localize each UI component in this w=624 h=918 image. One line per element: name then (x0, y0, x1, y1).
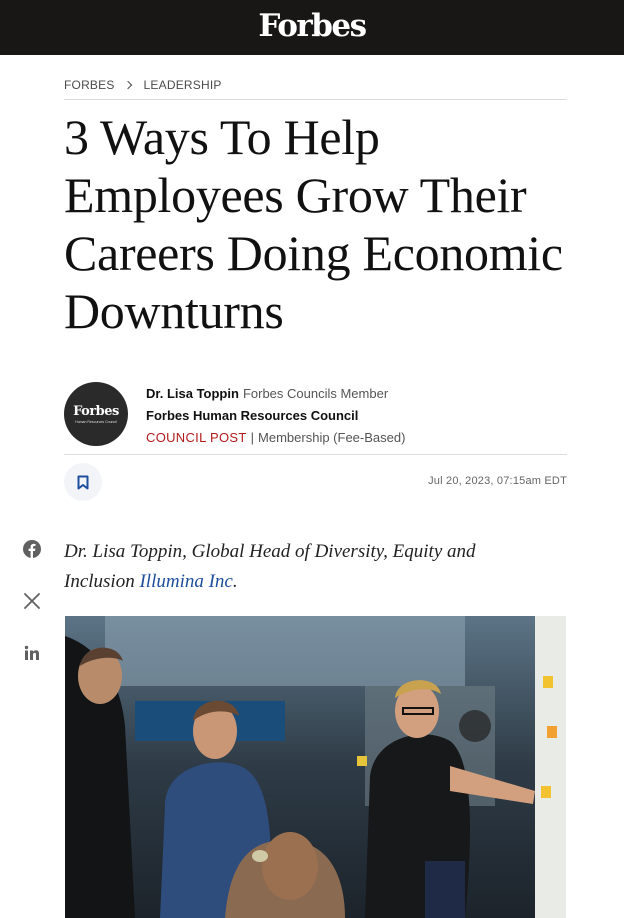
company-link[interactable]: Illumina Inc (139, 571, 233, 592)
publish-date: Jul 20, 2023, 07:15am EDT (428, 475, 567, 487)
x-icon (24, 593, 40, 609)
share-x-button[interactable] (22, 591, 42, 611)
separator: | (250, 430, 255, 445)
author-avatar[interactable] (64, 382, 128, 446)
avatar-logo: Forbes (73, 403, 119, 419)
article-hero-image (65, 616, 566, 918)
breadcrumb-item-forbes[interactable]: FORBES (64, 78, 115, 92)
bookmark-icon (77, 475, 89, 490)
divider (64, 99, 567, 100)
council-post-label: COUNCIL POST (146, 430, 247, 445)
author-name[interactable]: Dr. Lisa Toppin (146, 386, 239, 401)
author-role: Forbes Councils Member (242, 386, 389, 401)
author-byline (64, 537, 544, 597)
divider (64, 454, 567, 455)
chevron-right-icon (123, 81, 131, 89)
bookmark-button[interactable] (64, 463, 102, 501)
share-facebook-button[interactable] (22, 539, 42, 559)
linkedin-icon (24, 645, 40, 661)
byline-end: . (232, 571, 238, 592)
author-info (146, 383, 405, 449)
forbes-logo[interactable]: Forbes (258, 8, 366, 44)
author-council[interactable]: Forbes Human Resources Council (146, 408, 359, 423)
byline-text: Dr. Lisa Toppin, Global Head of Diversity, Equity and Inclusion (64, 541, 476, 592)
avatar-council-text: Human Resources Council (75, 419, 117, 424)
article-title: 3 Ways To Help Employees Grow Their Careers Doing Economic Downturns (64, 109, 563, 339)
breadcrumb (64, 77, 222, 93)
facebook-icon (23, 540, 41, 558)
membership-label: Membership (Fee-Based) (258, 430, 406, 445)
share-linkedin-button[interactable] (22, 643, 42, 663)
breadcrumb-item-leadership[interactable]: LEADERSHIP (143, 78, 222, 92)
site-header (0, 0, 624, 55)
